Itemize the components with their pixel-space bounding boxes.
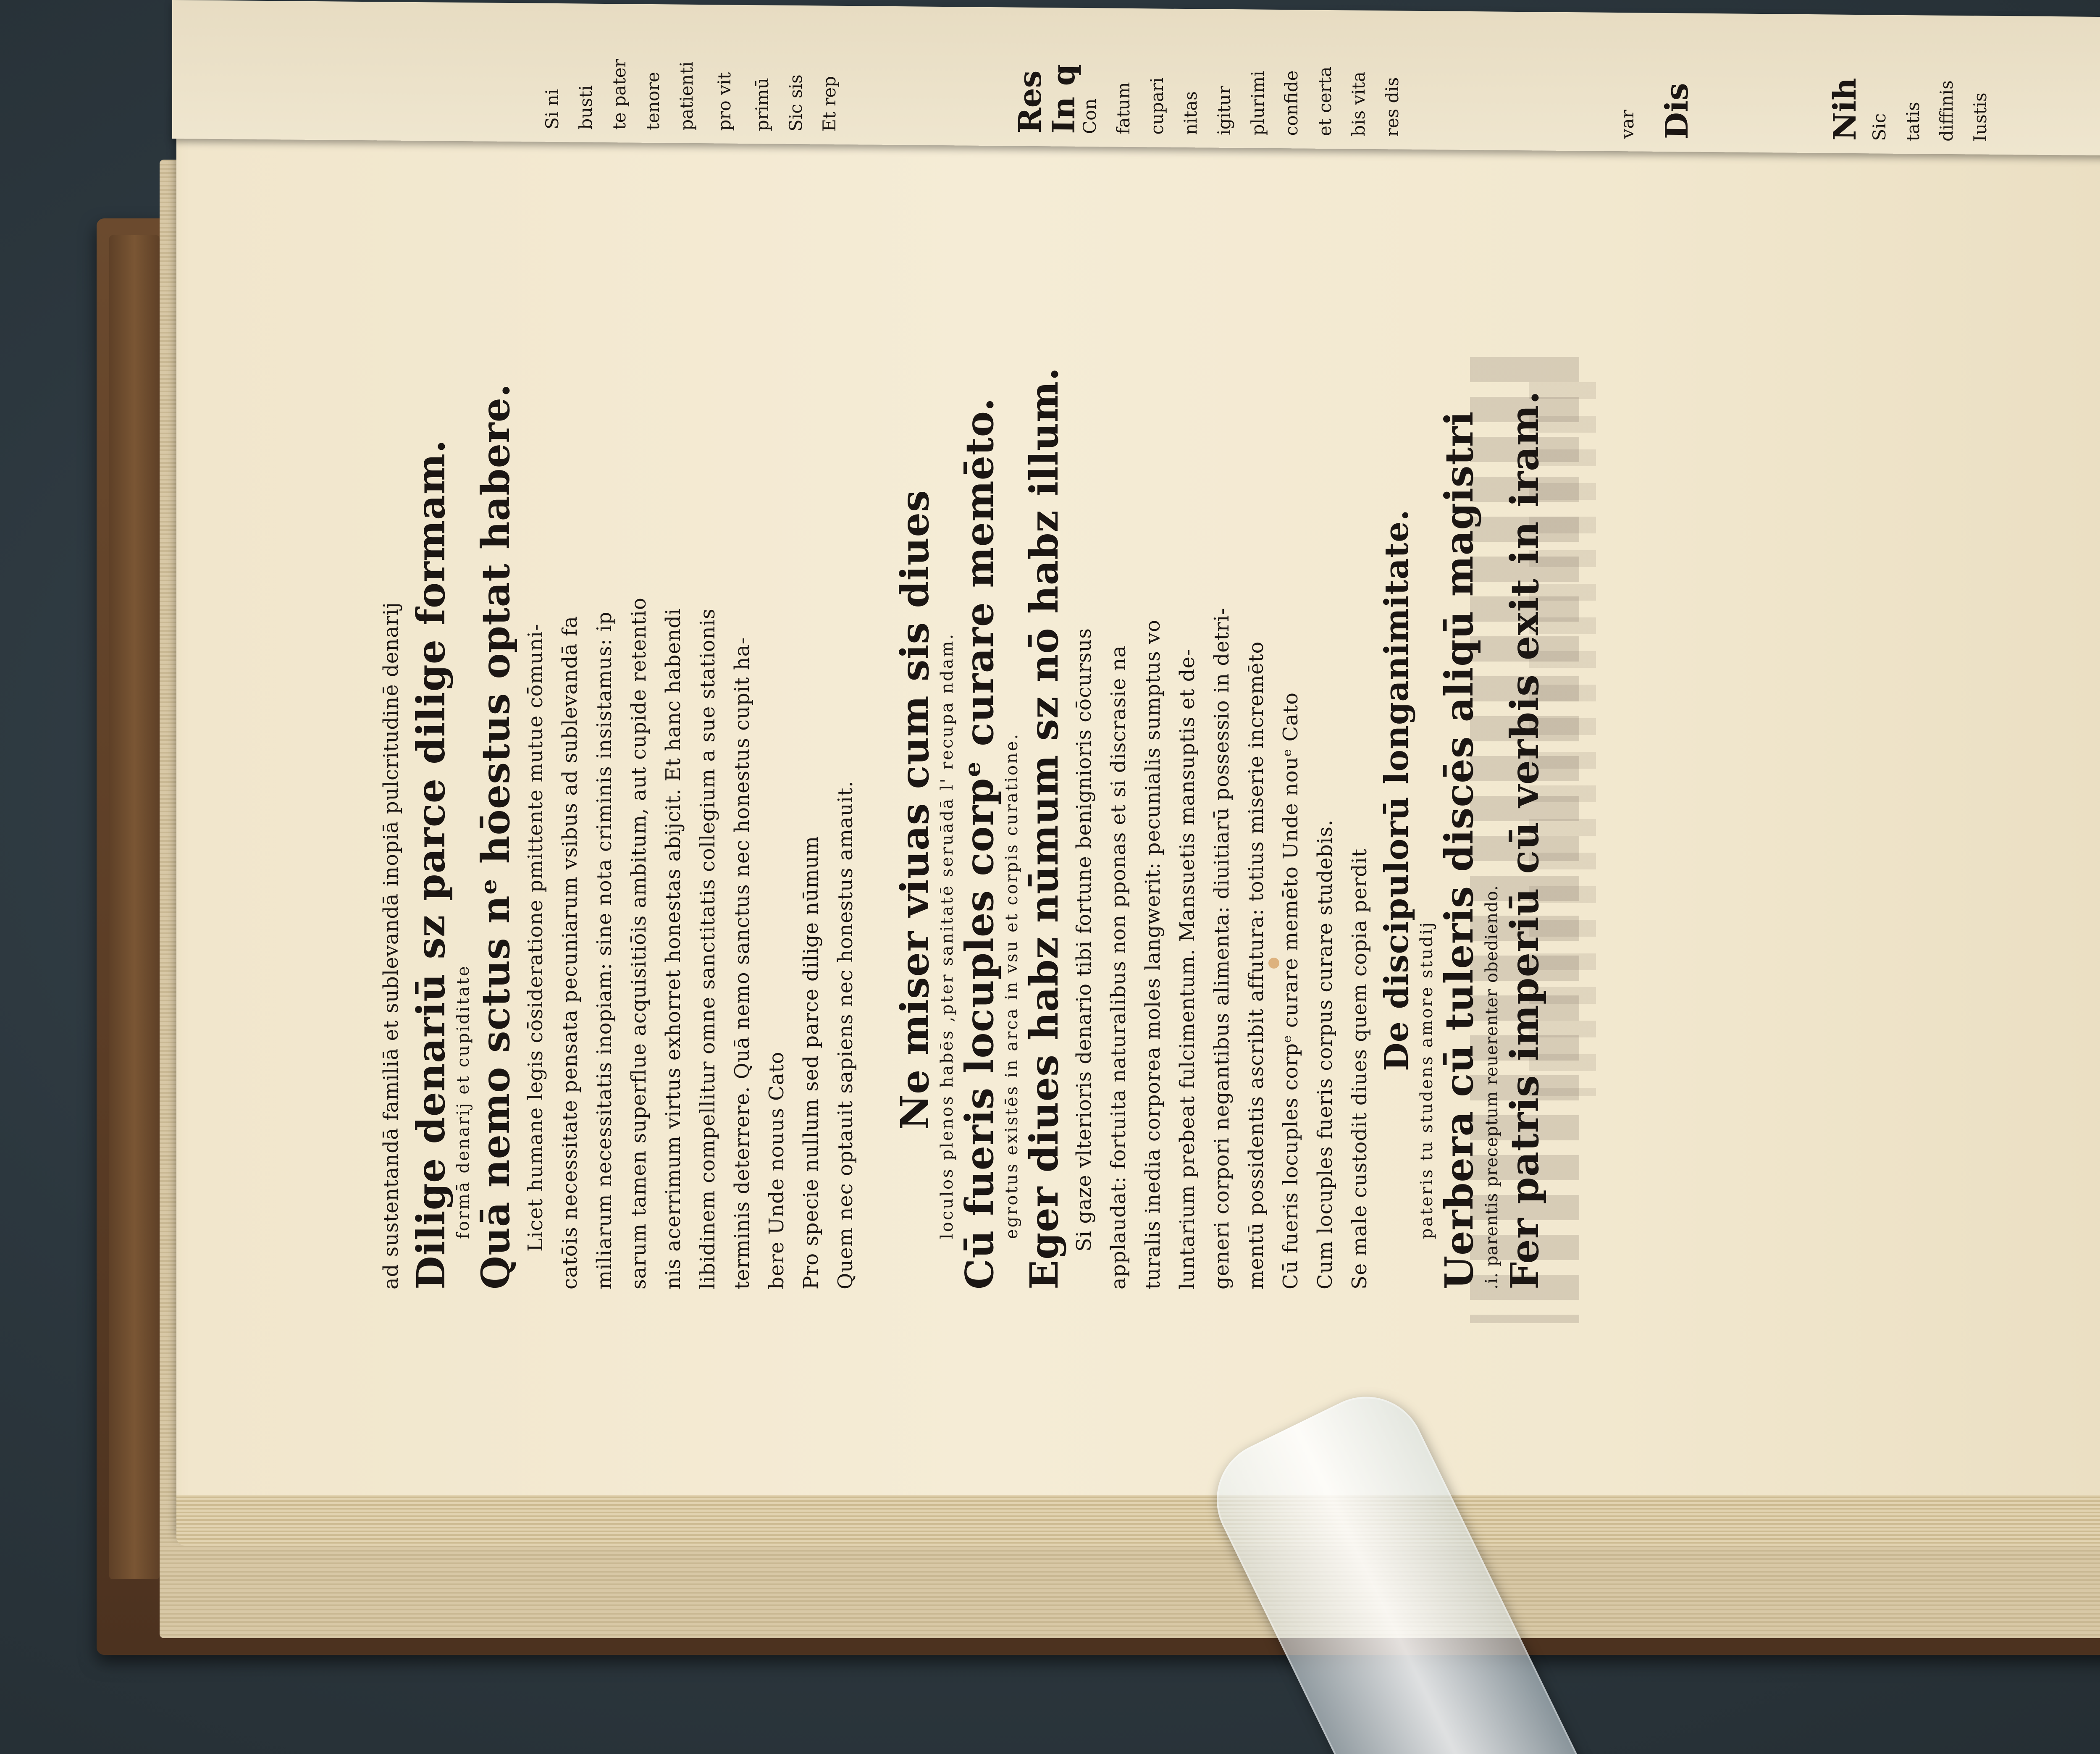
previous-page-fragment: var	[1617, 110, 1638, 139]
previous-page-fragment: cupari	[1147, 77, 1167, 135]
previous-page-fragment: patienti	[676, 61, 697, 131]
previous-page-fragment: res dis	[1382, 77, 1402, 137]
text-line: Quem nec optauit sapiens nec honestus amauit.	[834, 780, 857, 1289]
text-line: turalis inedia corporea moles langwerit: pecunialis sumptus vo	[1141, 619, 1165, 1289]
previous-page-fragment: nitas	[1180, 91, 1201, 135]
text-line: generi corpori negantibus alimenta: diuitiarū possessio in detri-	[1210, 607, 1234, 1289]
previous-page-fragment: Sic	[1869, 113, 1890, 141]
text-line: luntarium prebeat fulcimentum. Mansuetis mansuptis et de-	[1176, 649, 1199, 1289]
text-line: Si gaze vlterioris denario tibi fortune benignioris cōcursus	[1072, 628, 1096, 1252]
previous-page-fragment: bis vita	[1348, 71, 1369, 137]
verse-line: Cū fueris locuples corpᵉ curare memēto.	[957, 397, 1002, 1289]
previous-page	[172, 0, 2100, 157]
previous-page-fragment: igitur	[1214, 85, 1234, 136]
previous-page-fragment: plurimi	[1247, 71, 1268, 136]
text-line: mentū possidentis ascribit affutura: totius miserie incremēto	[1244, 641, 1268, 1289]
previous-page-fragment: Nih	[1827, 77, 1863, 141]
section-heading: De discipulorū longanimitate.	[1378, 509, 1416, 1071]
verse-line: Quā nemo sctus nᵉ hōestus optat habere.	[473, 383, 518, 1289]
text-line: nis acerrimum virtus exhorret honestas abijcit. Et hanc habendi	[662, 608, 685, 1289]
printed-text-block	[374, 298, 1739, 1289]
gloss-line: loculos plenos habēs ,pter sanitatē seruādā l' recupa ndam.	[937, 632, 957, 1239]
text-line: ad sustentandā familiā et sublevandā inopiā pulcritudinē denarij	[379, 602, 403, 1289]
gloss-line: .i. parentis preceptum reuerenter obediendo.	[1482, 885, 1502, 1289]
text-line: Se male custodit diues quem copia perdit	[1348, 848, 1371, 1289]
gloss-line: egrotus existēs in arca in vsu et corpis curatione.	[1002, 732, 1021, 1239]
text-line: sarum tamen superflue acquisitiōis ambitum, aut cupide retentio	[627, 597, 651, 1289]
print-column	[374, 302, 1547, 1289]
previous-page-fragment: primū	[752, 77, 772, 131]
previous-page-fragment: confide	[1281, 70, 1302, 136]
gloss-line: formā denarij et cupiditate	[454, 964, 473, 1239]
verse-line: Dilige denariū sz parce dilige formam.	[408, 439, 454, 1289]
text-line: Licet humane legis cōsideratione pmittente mutue cōmuni-	[524, 623, 547, 1252]
previous-page-fragment: Si ni	[542, 89, 562, 130]
section-heading: Ne miser viuas cum sis diues	[892, 490, 937, 1130]
book-spine-edge	[109, 235, 160, 1579]
text-line: miliarum necessitatis inopiam: sine nota criminis insistamus: ip	[593, 611, 616, 1289]
previous-page-fragment: Con	[1079, 98, 1100, 134]
previous-page-fragment: Dis	[1659, 82, 1695, 139]
verse-line: Fer patris imperiū cū verbis exit in iram.	[1502, 390, 1547, 1289]
previous-page-fragment: Iustis	[1970, 92, 1990, 142]
previous-page-fragment: fatum	[1113, 82, 1134, 134]
text-line: bere Unde nouus Cato	[765, 1051, 788, 1289]
text-line: Cum locuples fueris corpus curare studebis.	[1313, 819, 1337, 1289]
page-edge	[176, 1495, 2100, 1546]
verse-line: Eger diues habz nūmum sz nō habz illum.	[1021, 367, 1067, 1289]
gloss-line: pateris tu studens amore studij	[1417, 920, 1436, 1239]
previous-page-fragment: diffinis	[1936, 80, 1957, 142]
text-line: catōis necessitate pensata pecuniarum vsibus ad sublevandā fa	[558, 616, 582, 1289]
previous-page-fragment: et certa	[1315, 66, 1335, 137]
previous-page-fragment: busti	[575, 85, 596, 130]
previous-page-fragment: Sic sis	[785, 74, 806, 132]
previous-page-fragment: tatis	[1903, 102, 1923, 142]
previous-page-fragment: tenore	[643, 71, 663, 131]
previous-page-fragment: In q	[1046, 64, 1082, 134]
text-line: Cū fueris locuples corpᵉ curare memēto Unde nouᵉ Cato	[1279, 692, 1302, 1289]
previous-page-fragment: te pater	[609, 59, 630, 130]
previous-page-fragment: Et rep	[819, 76, 840, 132]
previous-page-fragment: Res	[1012, 70, 1048, 134]
text-line: libidinem compellitur omne sanctitatis collegium a sue stationis	[696, 608, 719, 1289]
text-line: terminis deterrere. Quā nemo sanctus nec honestus cupit ha-	[730, 637, 754, 1289]
verse-line: Uerbera cū tuleris discēs aliqū magistri	[1436, 411, 1482, 1289]
previous-page-fragment: pro vit	[714, 72, 735, 131]
text-line: Pro specie nullum sed parce dilige nūmum	[799, 835, 823, 1289]
text-line: applaudat: fortuita naturalibus non pponas et si discrasie na	[1107, 645, 1130, 1289]
